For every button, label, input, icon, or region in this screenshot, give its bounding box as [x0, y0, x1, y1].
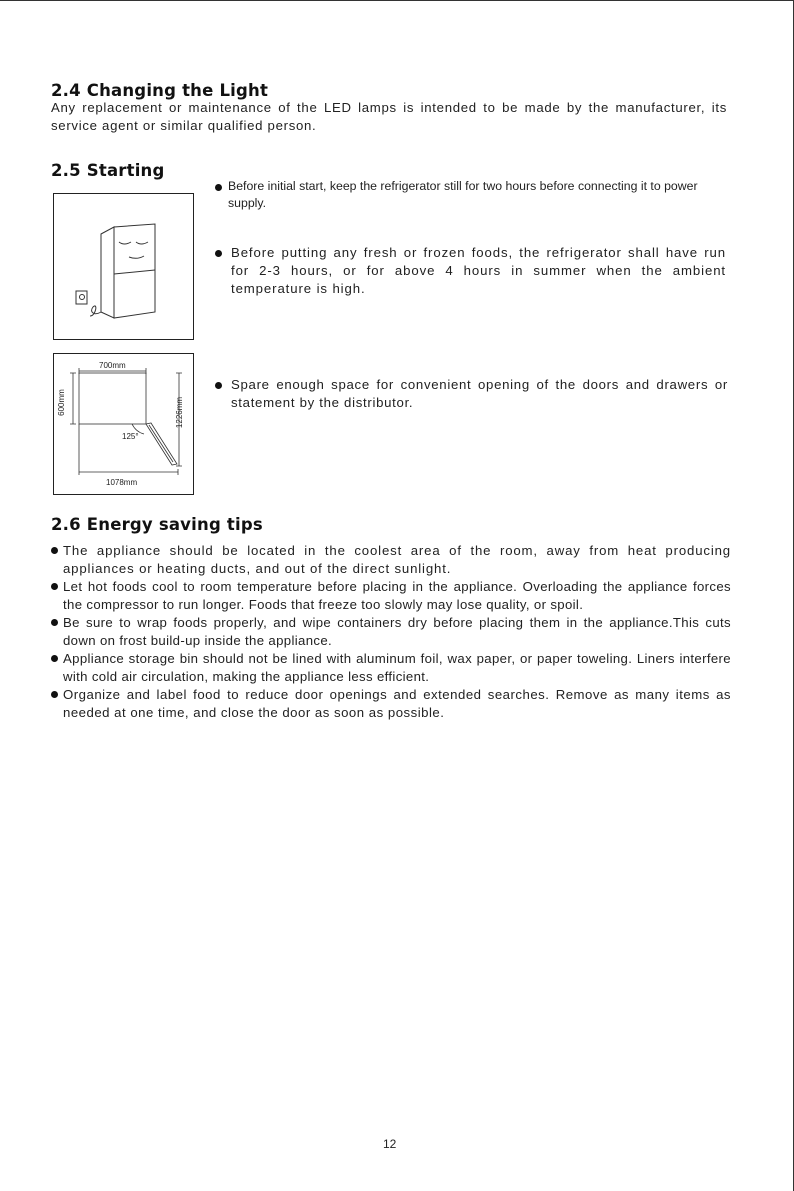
bullet-icon	[215, 382, 222, 389]
width-label: 700mm	[99, 361, 126, 370]
list-item: The appliance should be located in the coolest area of the room, away from heat producing appliances or heating ducts, and out of the direct sunlight.	[51, 542, 731, 578]
total-width-label: 1078mm	[106, 478, 138, 487]
section-2-6-heading: 2.6 Energy saving tips	[51, 515, 263, 534]
refrigerator-icon	[54, 194, 193, 339]
angle-label: 125°	[122, 432, 139, 441]
section-2-5-heading: 2.5 Starting	[51, 161, 165, 180]
bullet-icon	[51, 583, 58, 590]
bullet-icon	[51, 547, 58, 554]
list-item: Organize and label food to reduce door openings and extended searches. Remove as many items as needed at one time, and close the door as soon as possible.	[51, 686, 731, 722]
section-2-4-heading: 2.4 Changing the Light	[51, 81, 269, 100]
starting-bullet-1: Before initial start, keep the refrigerator still for two hours before connecting it to power supply.	[228, 179, 698, 210]
section-2-4-text: Any replacement or maintenance of the LED lamps is intended to be made by the manufacturer, its service agent or similar qualified person.	[51, 100, 727, 133]
bullet-icon	[215, 184, 222, 191]
bullet-icon	[51, 691, 58, 698]
bullet-icon	[51, 619, 58, 626]
list-item: Be sure to wrap foods properly, and wipe containers dry before placing them in the appliance.This cuts down on frost build-up inside the appliance.	[51, 614, 731, 650]
energy-tips-list	[51, 542, 731, 722]
depth-label: 600mm	[56, 389, 66, 416]
total-depth-label: 1226mm	[175, 396, 185, 429]
bullet-icon	[215, 250, 222, 257]
clearance-dimension-diagram	[53, 353, 194, 495]
list-item: Let hot foods cool to room temperature before placing in the appliance. Overloading the appliance forces the compressor to run longer. Foods that freeze too slowly may lose quality, or spoil.	[51, 578, 731, 614]
refrigerator-plug-illustration	[53, 193, 194, 340]
list-item: Appliance storage bin should not be lined with aluminum foil, wax paper, or paper toweling. Liners interfere with cold air circulation, making the appliance less efficient.	[51, 650, 731, 686]
page-number: 12	[383, 1137, 397, 1151]
starting-bullet-2: Before putting any fresh or frozen foods, the refrigerator shall have run for 2-3 hours, or for above 4 hours in summer when the ambient temperature is high.	[231, 245, 726, 296]
bullet-icon	[51, 655, 58, 662]
starting-bullet-3: Spare enough space for convenient opening of the doors and drawers or statement by the distributor.	[231, 377, 728, 410]
